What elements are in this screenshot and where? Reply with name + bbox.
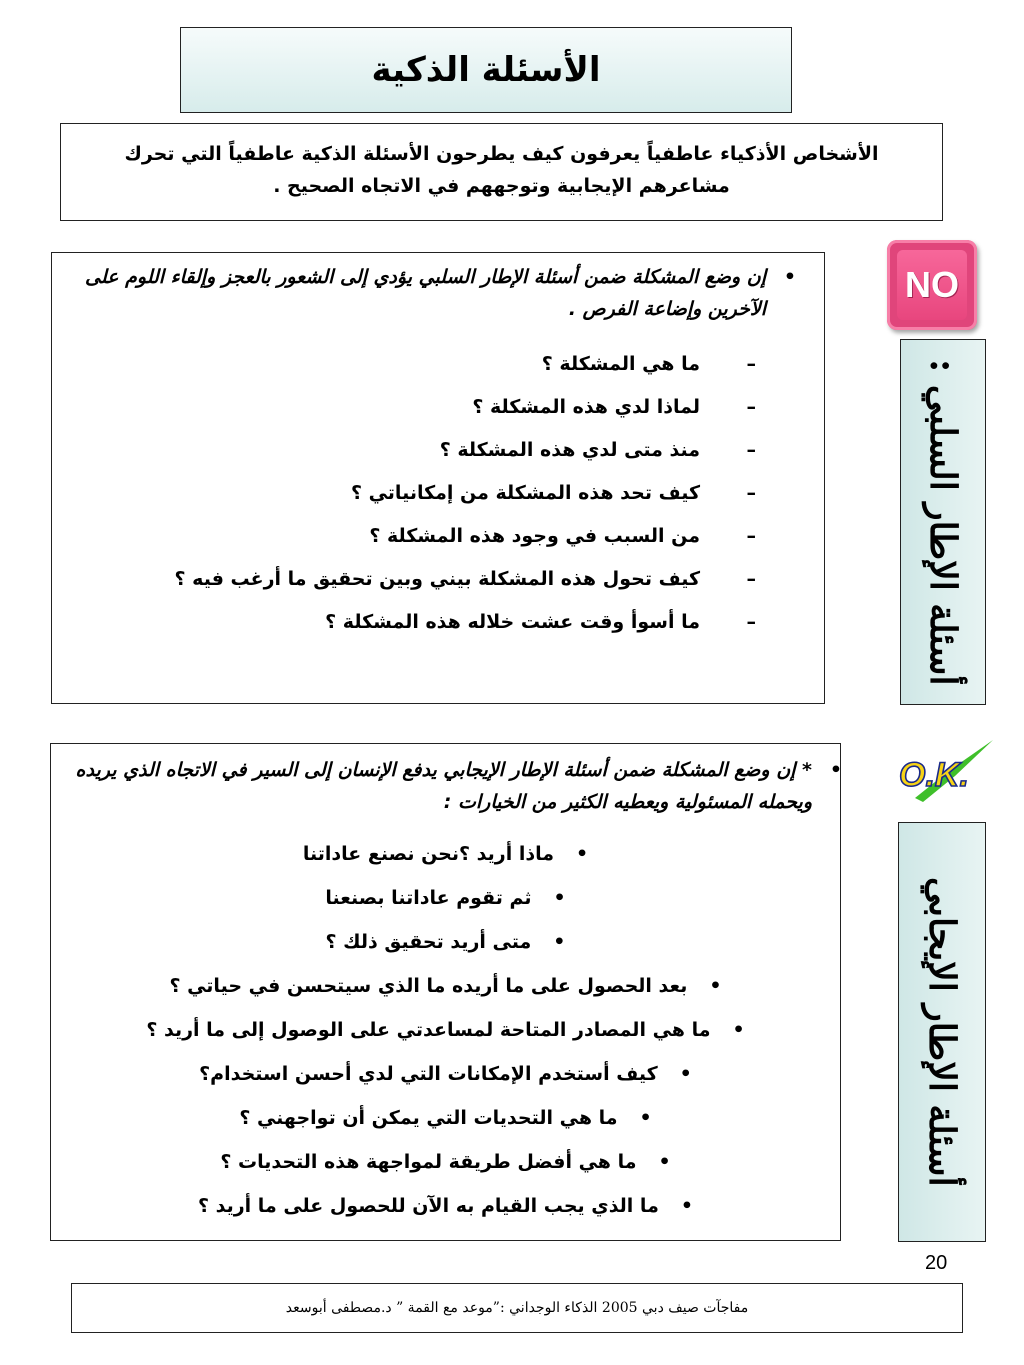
- list-item: [175, 472, 756, 515]
- bullet-icon: •: [680, 1195, 693, 1217]
- page-number: 20: [925, 1252, 948, 1274]
- question-text: ماذا أريد ؟نحن نصنع عاداتنا: [302, 843, 554, 865]
- question-text: ما هي التحديات التي يمكن أن تواجهني ؟: [239, 1107, 618, 1129]
- dash-icon: –: [746, 439, 756, 461]
- footer: [71, 1283, 963, 1333]
- positive-frame-side-label: [898, 822, 986, 1242]
- question-text: كيف تحول هذه المشكلة بيني وبين تحقيق ما أرغب فيه ؟: [174, 568, 700, 590]
- question-text: كيف أستخدم الإمكانات التي لدي أحسن استخدام؟: [199, 1063, 658, 1085]
- list-item: [51, 1052, 840, 1096]
- list-item: [175, 515, 756, 558]
- list-item: [175, 386, 756, 429]
- question-text: من السبب في وجود هذه المشكلة ؟: [369, 525, 700, 547]
- positive-lead-text: * إن وضع المشكلة ضمن أسئلة الإطار الإيجابي يدفع الإنسان إلى السير في الاتجاه الذي يريده ويحمله المسئولية ويعطيه الكثير من الخيارات :: [75, 759, 812, 813]
- question-text: متى أريد تحقيق ذلك ؟: [325, 931, 532, 953]
- list-item: [51, 964, 840, 1008]
- bullet-icon: •: [783, 266, 796, 288]
- list-item: [51, 832, 840, 876]
- negative-lead-text: إن وضع المشكلة ضمن أسئلة الإطار السلبي يؤدي إلى الشعور بالعجز وإلقاء اللوم على الآخرين وإضاعة الفرص .: [85, 266, 766, 320]
- footer-text: مفاجآت صيف دبي 2005 الذكاء الوجداني :”موعد مع القمة ” د.مصطفى أبوسعد: [285, 1300, 749, 1316]
- title-box: [180, 27, 792, 113]
- list-item: [51, 920, 840, 964]
- bullet-icon: •: [553, 887, 566, 909]
- ok-badge-label: O.K.: [899, 756, 969, 794]
- negative-questions-box: [51, 252, 825, 704]
- question-text: كيف تحد هذه المشكلة من إمكانياتي ؟: [350, 482, 700, 504]
- list-item: [51, 1140, 840, 1184]
- list-item: [51, 1008, 840, 1052]
- list-item: [175, 343, 756, 386]
- question-text: ما هي المصادر المتاحة لمساعدتي على الوصول إلى ما أريد ؟: [146, 1019, 711, 1041]
- negative-frame-label-text: أسئلة الإطار السلبي :: [922, 358, 964, 686]
- positive-questions-box: [50, 743, 841, 1241]
- question-text: ما هي المشكلة ؟: [541, 353, 700, 375]
- positive-frame-label-text: أسئلة الإطار الإيجابي: [921, 877, 963, 1187]
- no-badge-label: NO: [897, 250, 967, 320]
- bullet-icon: •: [829, 759, 842, 781]
- positive-questions-list: [51, 832, 840, 1228]
- list-item: [175, 601, 756, 644]
- dash-icon: –: [746, 611, 756, 633]
- dash-icon: –: [746, 525, 756, 547]
- question-text: ما هي أفضل طريقة لمواجهة هذه التحديات ؟: [220, 1151, 637, 1173]
- list-item: [175, 558, 756, 601]
- bullet-icon: •: [575, 843, 589, 865]
- question-text: ما أسوأ وقت عشت خلاله هذه المشكلة ؟: [325, 611, 700, 633]
- ok-badge-icon: [895, 738, 995, 808]
- negative-frame-side-label: [900, 339, 986, 705]
- bullet-icon: •: [553, 931, 566, 953]
- page-title: الأسئلة الذكية: [371, 50, 601, 90]
- question-text: ما الذي يجب القيام به الآن للحصول على ما أريد ؟: [198, 1195, 659, 1217]
- question-text: بعد الحصول على ما أريده ما الذي سيتحسن في حياتي ؟: [169, 975, 688, 997]
- negative-questions-list: [175, 343, 756, 644]
- dash-icon: –: [746, 482, 756, 504]
- question-text: لماذا لدي هذه المشكلة ؟: [472, 396, 700, 418]
- question-text: منذ متى لدي هذه المشكلة ؟: [439, 439, 700, 461]
- dash-icon: –: [746, 353, 756, 375]
- dash-icon: –: [746, 396, 756, 418]
- bullet-icon: •: [658, 1151, 671, 1173]
- negative-lead-paragraph: [76, 261, 796, 325]
- positive-lead-paragraph: [72, 754, 842, 818]
- intro-box: [60, 123, 943, 221]
- list-item: [51, 1184, 840, 1228]
- bullet-icon: •: [679, 1063, 692, 1085]
- dash-icon: –: [746, 568, 756, 590]
- intro-text: الأشخاص الأذكياء عاطفياً يعرفون كيف يطرحون الأسئلة الذكية عاطفياً التي تحرك مشاعرهم الإيجابية وتوجههم في الاتجاه الصحيح .: [124, 143, 879, 197]
- bullet-icon: •: [639, 1107, 652, 1129]
- bullet-icon: •: [709, 975, 722, 997]
- no-badge-icon: [887, 240, 977, 330]
- list-item: [175, 429, 756, 472]
- list-item: [51, 876, 840, 920]
- bullet-icon: •: [732, 1019, 745, 1041]
- list-item: [51, 1096, 840, 1140]
- question-text: ثم تقوم عاداتنا بصنعنا: [325, 887, 532, 909]
